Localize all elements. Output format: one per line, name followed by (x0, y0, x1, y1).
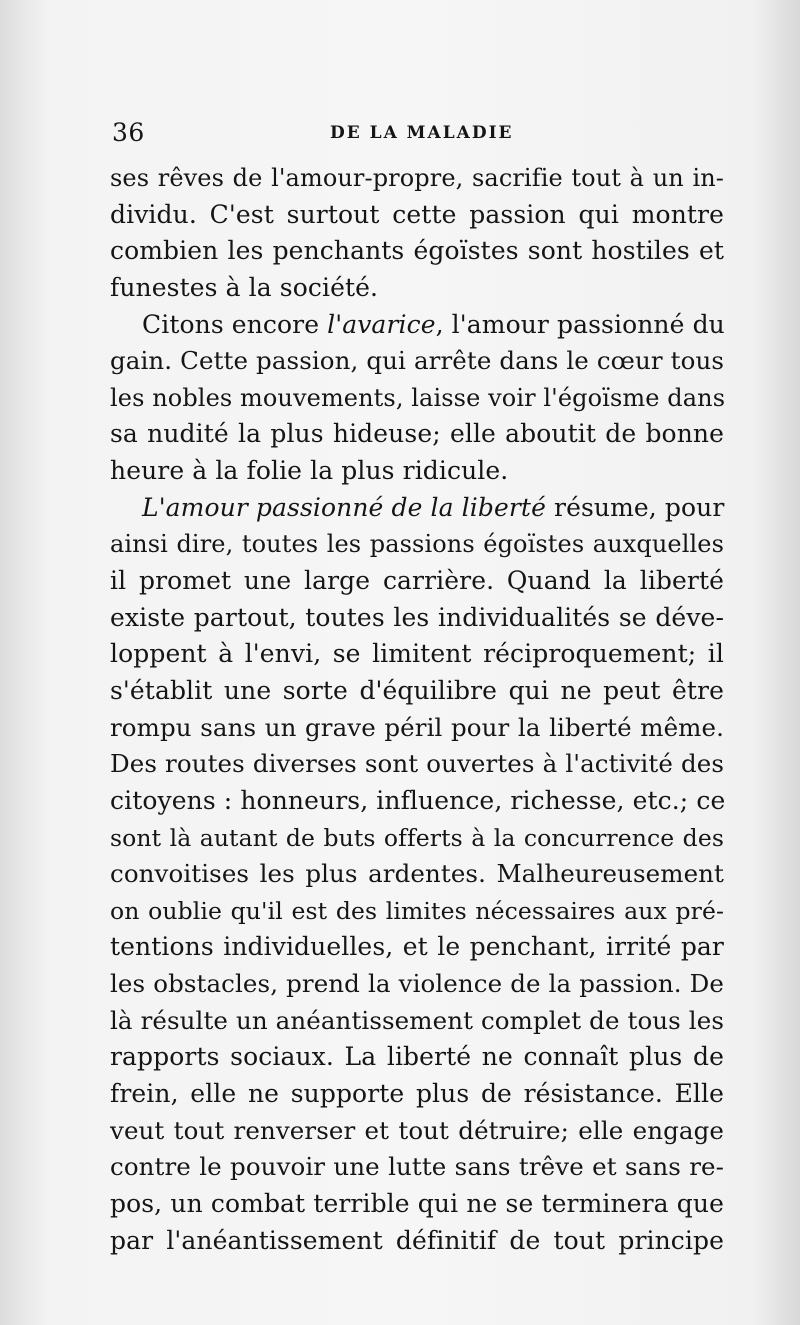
text-line: par l'anéantissement définitif de tout principe (110, 1225, 724, 1255)
text-line: heure à la folie la plus ridicule. (110, 456, 509, 486)
emphasis-text: L'amour passionné de la liberté (142, 492, 546, 522)
emphasis-text: l'avarice (327, 309, 436, 339)
text-line (110, 490, 724, 527)
text-line: combien les penchants égoïstes sont hostiles et (110, 236, 724, 266)
text-line: existe partout, toutes les individualités se déve- (110, 602, 724, 632)
text-line: il promet une large carrière. Quand la liberté (110, 566, 724, 596)
text-line: citoyens : honneurs, influence, richesse, etc.; ce (110, 785, 726, 815)
page-number: 36 (112, 118, 145, 147)
text-line: dividu. C'est surtout cette passion qui montre (110, 199, 724, 229)
text-line: les obstacles, prend la violence de la passion. De (110, 969, 724, 999)
text-line: là résulte un anéantissement complet de tous les (110, 1005, 724, 1035)
text-line: sa nudité la plus hideuse; elle aboutit de bonne (110, 419, 724, 449)
text-line: rompu sans un grave péril pour la liberté même. (110, 712, 724, 742)
text-line: pos, un combat terrible qui ne se terminera que (110, 1188, 724, 1218)
text-line: frein, elle ne supporte plus de résistance. Elle (110, 1079, 724, 1109)
text-line: loppent à l'envi, se limitent réciproquement; il (110, 639, 724, 669)
text-line: on oublie qu'il est des limites nécessaires aux pré- (110, 896, 724, 925)
body-text (110, 160, 724, 1259)
text-run: Citons encore (142, 309, 328, 339)
text-line: contre le pouvoir une lutte sans trêve et sans re- (110, 1152, 724, 1182)
running-head: DE LA MALADIE (330, 123, 514, 143)
text-line: veut tout renverser et tout détruire; elle engage (110, 1115, 724, 1145)
text-line: tentions individuelles, et le penchant, irrité par (110, 932, 724, 962)
text-line: Des routes diverses sont ouvertes à l'activité des (110, 749, 724, 779)
text-line: funestes à la société. (110, 272, 379, 302)
text-line: ainsi dire, toutes les passions égoïstes auxquelles (110, 530, 724, 559)
text-line: les nobles mouvements, laisse voir l'égoïsme dans (110, 383, 726, 412)
text-line: rapports sociaux. La liberté ne connaît plus de (110, 1042, 724, 1072)
text-line: gain. Cette passion, qui arrête dans le cœur tous (110, 346, 724, 376)
text-run: , l'amour passionné du (435, 309, 725, 339)
text-line: sont là autant de buts offerts à la concurrence des (110, 823, 724, 852)
text-line (110, 307, 724, 344)
text-line: ses rêves de l'amour-propre, sacrifie tout à un in- (110, 164, 724, 192)
page-header (112, 118, 724, 154)
text-run: résume, pour (545, 492, 725, 522)
text-line: s'établit une sorte d'équilibre qui ne peut être (110, 675, 724, 705)
text-line: convoitises les plus ardentes. Malheureusement (110, 859, 724, 889)
